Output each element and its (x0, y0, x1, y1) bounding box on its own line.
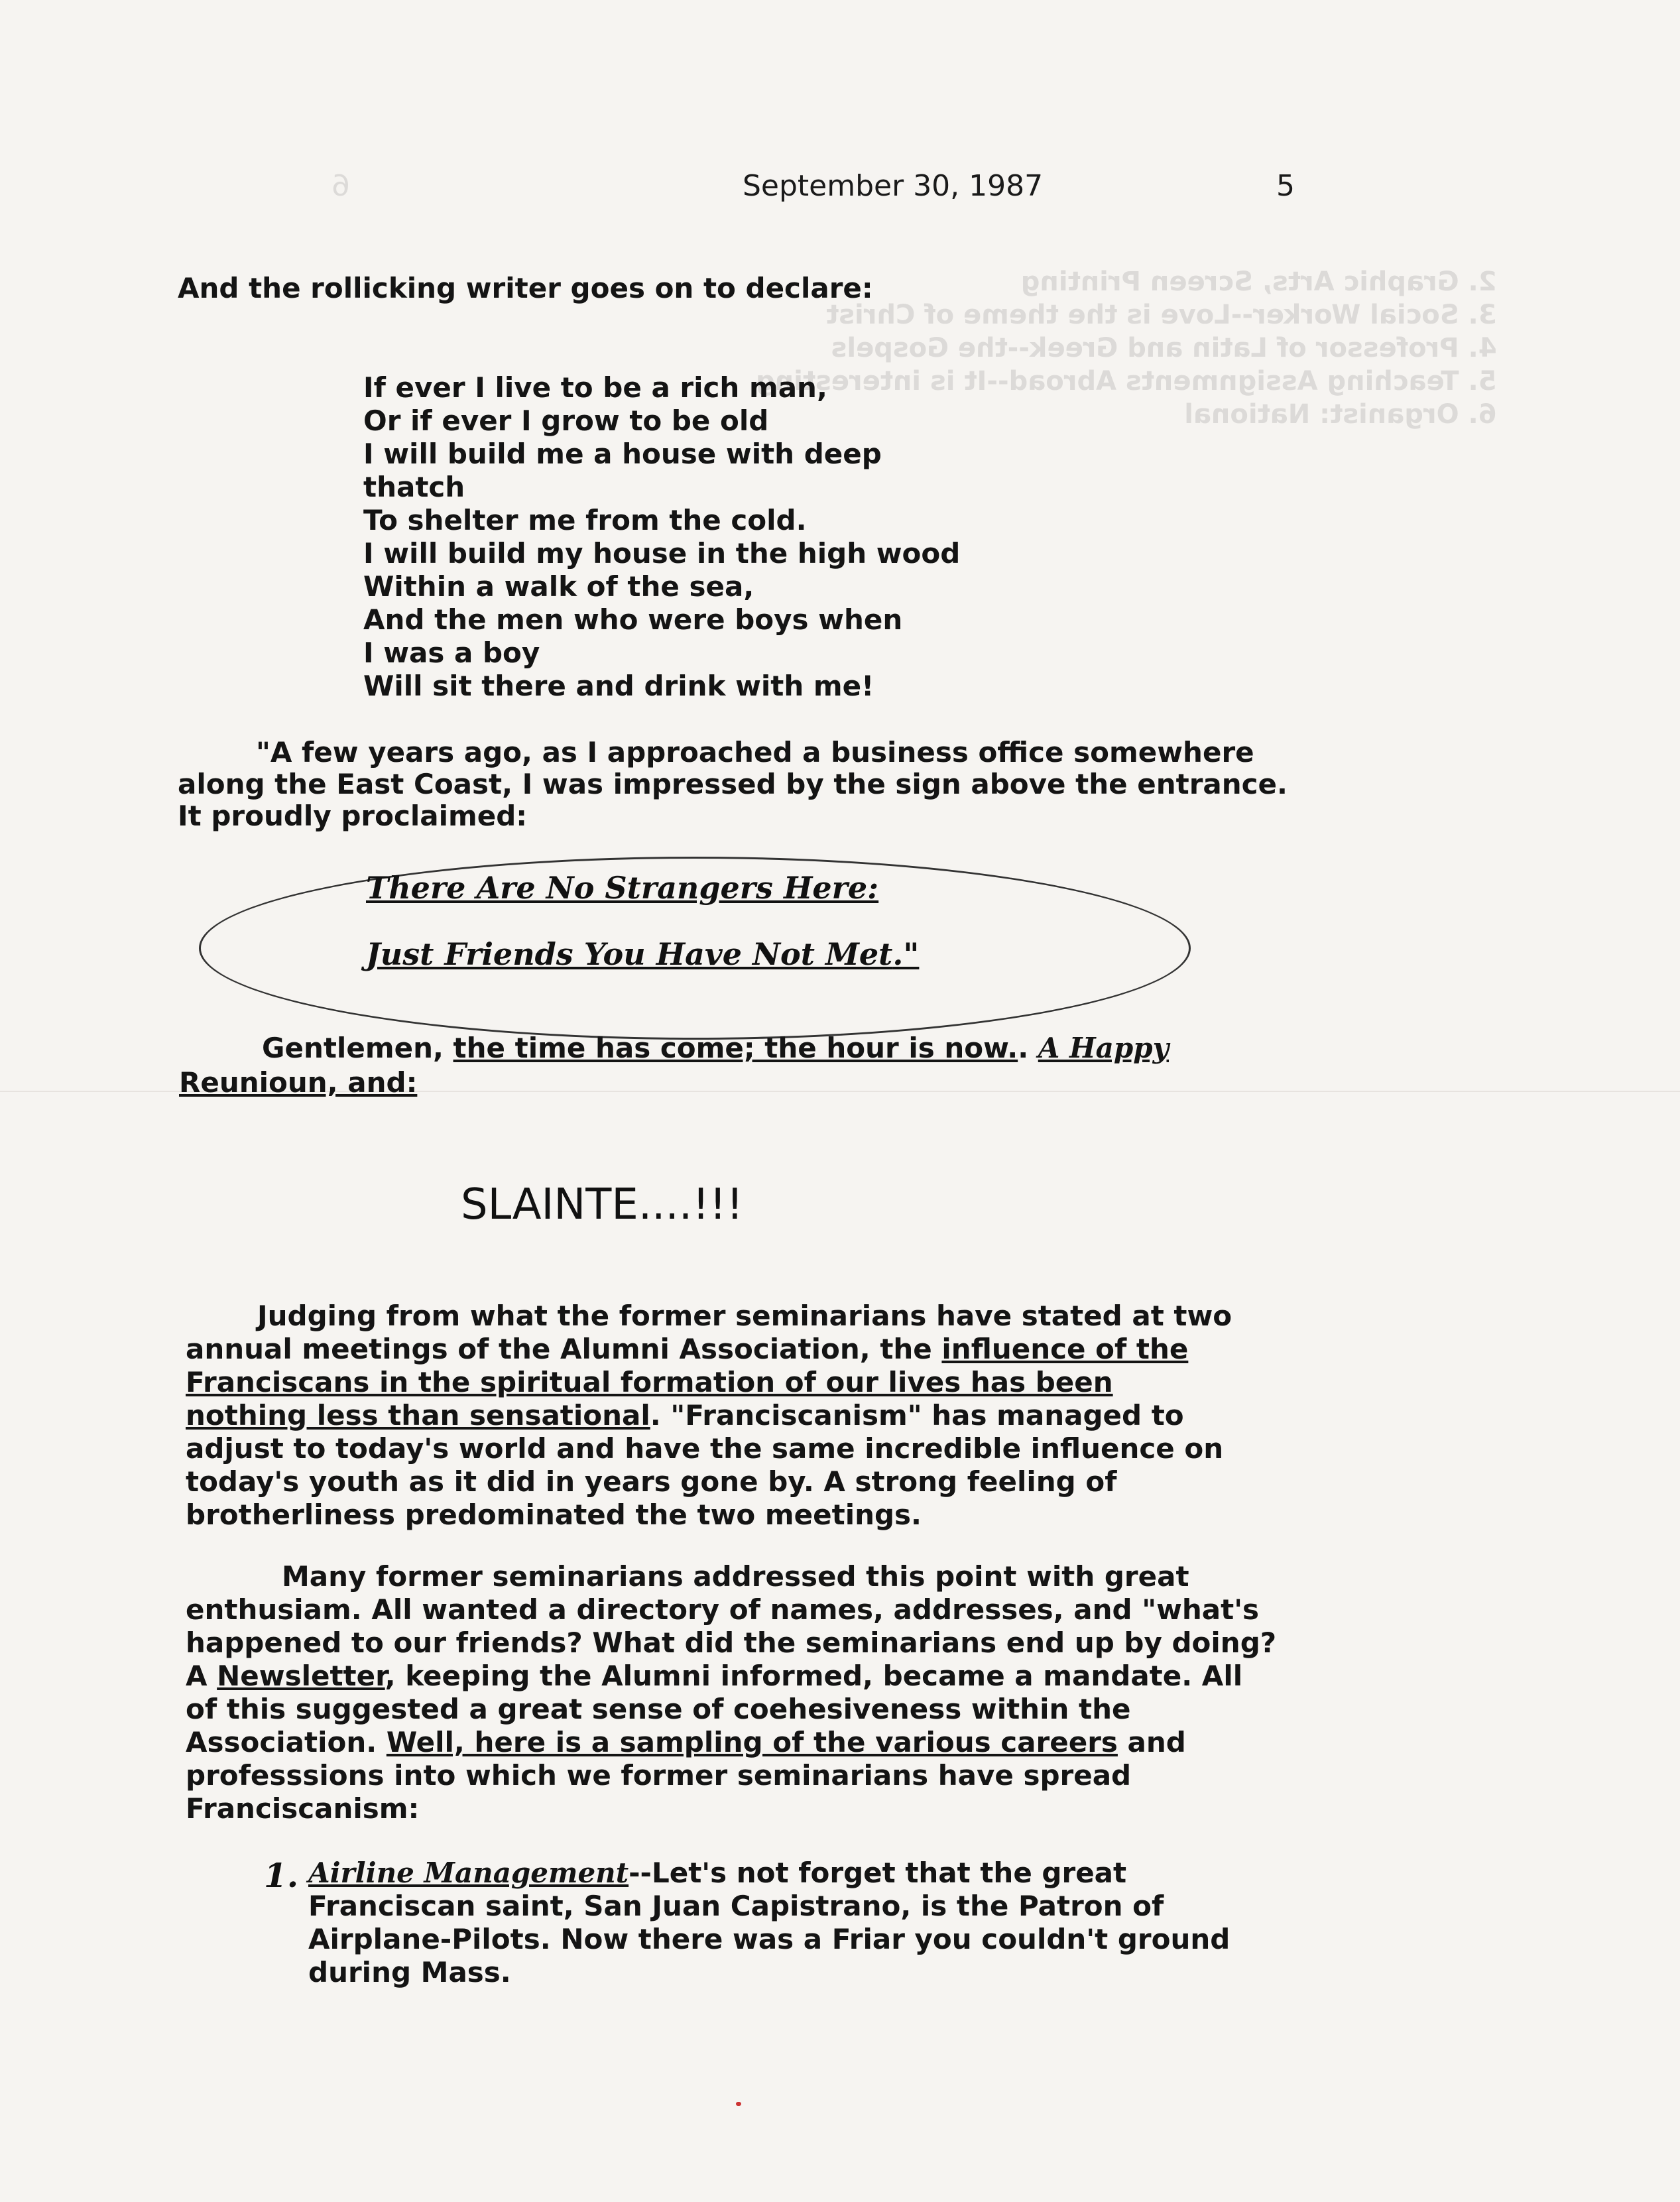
paragraph-line: of this suggested a great sense of coehesiveness within the (186, 1693, 1131, 1725)
red-ink-mark (736, 2102, 741, 2106)
list-number: 1. (264, 1856, 299, 1895)
poem-line: Within a walk of the sea, (363, 570, 754, 603)
paragraph-line: adjust to today's world and have the same incredible influence on (186, 1432, 1224, 1465)
sign-line-2 (366, 936, 919, 972)
list-line: Airplane-Pilots. Now there was a Friar you couldn't ground (308, 1923, 1230, 1955)
list-line: during Mass. (308, 1956, 511, 1988)
poem-line: thatch (363, 471, 465, 503)
gentlemen-underlined: the time has come; the hour is now. (453, 1032, 1018, 1064)
paragraph-line: brotherliness predominated the two meetings. (186, 1499, 922, 1531)
gentlemen-ellipsis: . (1018, 1032, 1038, 1064)
paragraph-line (186, 1726, 1276, 1759)
careers-underlined: Well, here is a sampling of the various careers (386, 1726, 1118, 1758)
list-line (308, 1857, 1230, 1890)
gentlemen-italic: A Happy (1038, 1032, 1170, 1064)
paragraph-text: , keeping the Alumni informed, became a mandate. All (385, 1660, 1243, 1692)
intro-line: And the rollicking writer goes on to declare: (178, 272, 873, 304)
paragraph-text: . "Franciscanism" has managed to (650, 1399, 1184, 1432)
judging-paragraph (186, 1300, 1232, 1532)
gentlemen-line (262, 1032, 1169, 1065)
list-heading: Airline Management (308, 1857, 629, 1889)
reunion-line (179, 1066, 417, 1099)
page-date: September 30, 1987 (743, 169, 1044, 203)
quote-line: along the East Coast, I was impressed by the sign above the entrance. (178, 768, 1288, 800)
poem-line: And the men who were boys when (363, 603, 903, 636)
paragraph-text: A (186, 1660, 217, 1692)
seminarians-paragraph (186, 1560, 1276, 1825)
list-line: Franciscan saint, San Juan Capistrano, is the Patron of (308, 1890, 1164, 1922)
paragraph-line: happened to our friends? What did the seminarians end up by doing? (186, 1626, 1277, 1659)
quote-line: "A few years ago, as I approached a business office somewhere (256, 736, 1254, 768)
page-number: 5 (1276, 169, 1295, 203)
paragraph-text: Association. (186, 1726, 387, 1758)
poem-line: Or if ever I grow to be old (363, 404, 769, 437)
sign-line-2-suffix: ." (892, 936, 920, 972)
quote-paragraph (178, 736, 1288, 831)
paragraph-line: Franciscanism: (186, 1792, 420, 1825)
paragraph-line: professsions into which we former seminarians have spread (186, 1759, 1132, 1792)
paragraph-line: enthusiam. All wanted a directory of names, addresses, and "what's (186, 1593, 1260, 1626)
poem-line: I will build me a house with deep (363, 438, 882, 470)
gentlemen-lead: Gentlemen, (262, 1032, 453, 1064)
sign-quote (199, 843, 1187, 1056)
sign-line-2-text: Just Friends You Have Not Met (366, 936, 893, 972)
poem (363, 371, 960, 703)
slainte-heading: SLAINTE....!!! (461, 1180, 744, 1229)
paragraph-text: and (1117, 1726, 1186, 1758)
poem-line: I will build my house in the high wood (363, 537, 961, 570)
bleed-through-header: 6 (331, 169, 350, 203)
poem-line: I was a boy (363, 637, 540, 669)
poem-line: If ever I live to be a rich man, (363, 371, 827, 404)
quote-line: It proudly proclaimed: (178, 800, 528, 832)
paragraph-line (186, 1399, 1232, 1432)
paragraph-text: annual meetings of the Alumni Association, the (186, 1333, 942, 1365)
reunion-text: Reunioun, and: (179, 1066, 418, 1099)
newsletter-underlined: Newsletter (217, 1660, 385, 1692)
poem-line: To shelter me from the cold. (363, 504, 807, 536)
paragraph-line: Franciscans in the spiritual formation of our lives has been (186, 1366, 1113, 1398)
career-list-item (308, 1857, 1230, 1989)
list-text: --Let's not forget that the great (629, 1857, 1127, 1889)
bleed-through-text: 2. Graphic Arts, Screen Printing 3. Social Worker--Love is the theme of Christ 4. Professor of Latin and Greek--the Gospels 5. Teaching Assignments Abroad--It is interesting 6. Organist: National (756, 267, 1497, 430)
paragraph-underlined: influence of the (941, 1333, 1189, 1365)
sign-line-1: There Are No Strangers Here: (366, 870, 879, 906)
paragraph-underlined: nothing less than sensational (186, 1399, 650, 1432)
paragraph-line: today's youth as it did in years gone by. A strong feeling of (186, 1465, 1117, 1498)
paragraph-line: Many former seminarians addressed this point with great (282, 1560, 1189, 1593)
paragraph-line: Judging from what the former seminarians have stated at two (257, 1300, 1232, 1332)
paragraph-line (186, 1333, 1232, 1366)
paragraph-line (186, 1660, 1276, 1693)
poem-line: Will sit there and drink with me! (363, 670, 874, 702)
